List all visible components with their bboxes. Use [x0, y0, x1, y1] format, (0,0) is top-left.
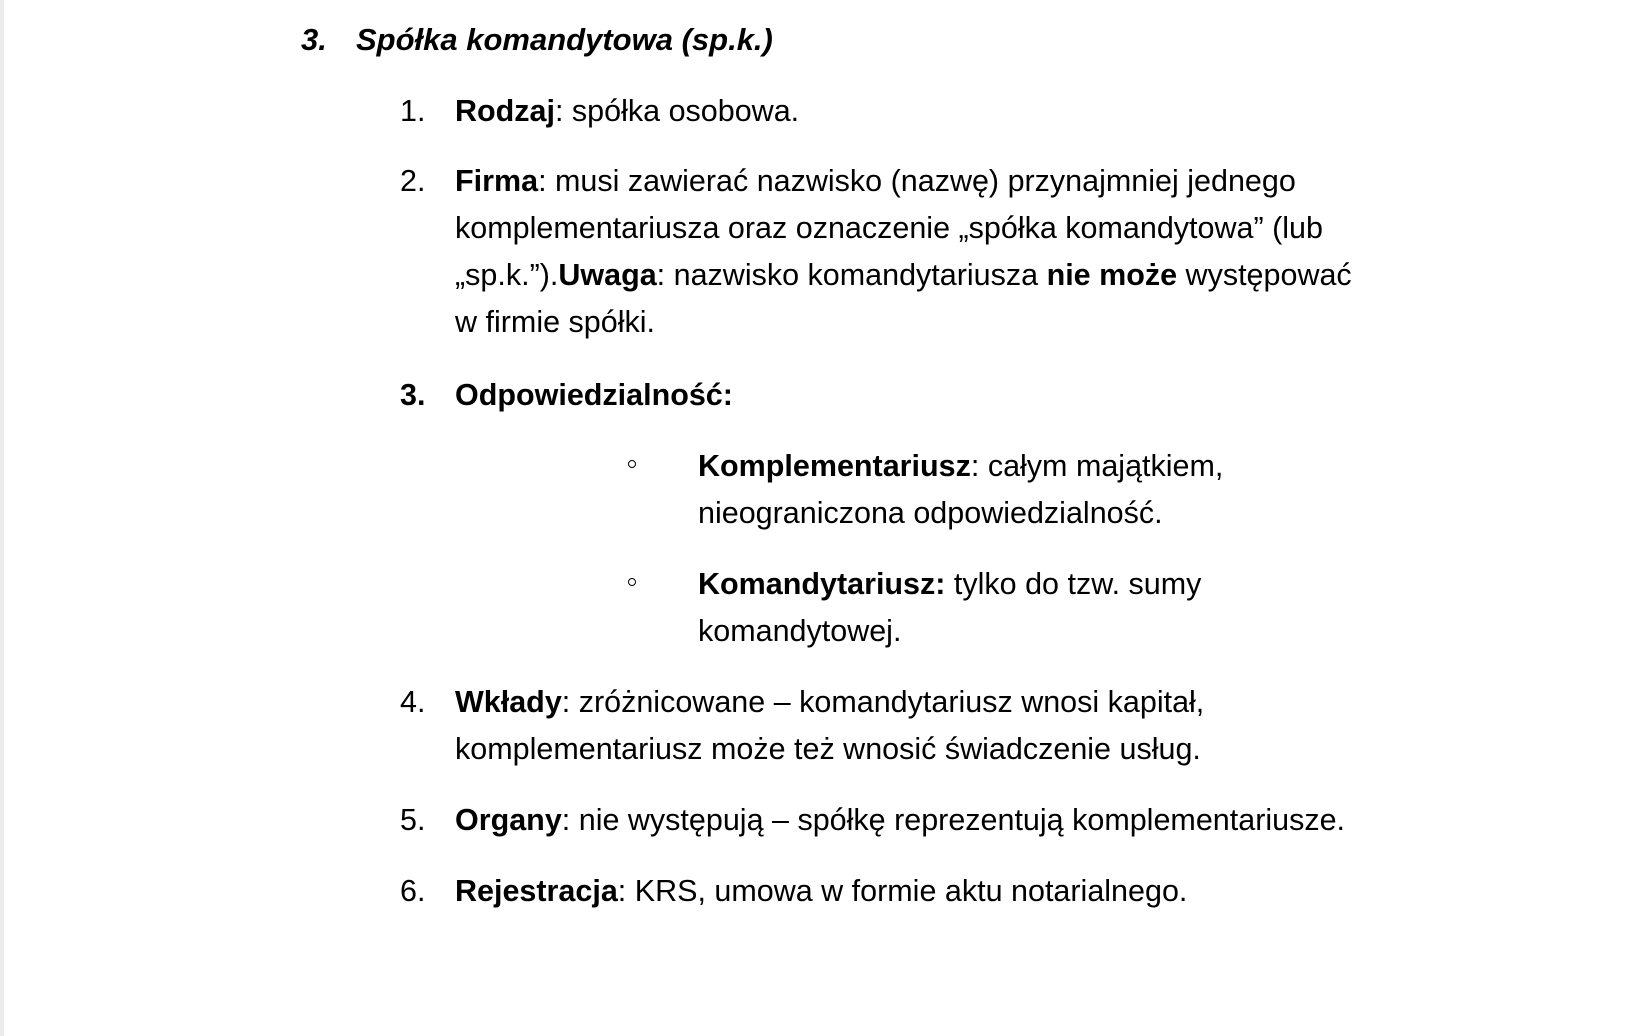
- sub-item-komplementariusz: [628, 443, 1223, 537]
- list-item-term: Rodzaj: [455, 94, 555, 128]
- list-item-number: 2.: [400, 164, 426, 198]
- note-term: Uwaga: [558, 258, 657, 292]
- list-item-organy: [400, 797, 1345, 844]
- sub-item-text: Komandytariusz: tylko do tzw. sumy komandytowej.: [698, 567, 1202, 648]
- list-item-text: [455, 372, 733, 419]
- list-item-term: Firma: [455, 164, 539, 198]
- list-item-number: 3.: [400, 378, 426, 412]
- list-item-rodzaj: [400, 88, 799, 135]
- list-item-number: 4.: [400, 685, 426, 719]
- hollow-bullet-icon: [628, 460, 636, 468]
- list-item-text: Wkłady: zróżnicowane – komandytariusz wnosi kapitał, komplementariusz może też wnosić świadczenie usług.: [455, 685, 1205, 766]
- list-item-rejestracja: [400, 868, 1187, 915]
- list-item-wklady: [400, 679, 1204, 773]
- list-item-text: Rejestracja: KRS, umowa w formie aktu notarialnego.: [455, 874, 1188, 908]
- document-page: [4, 0, 1640, 1036]
- list-item-term: Odpowiedzialność:: [455, 378, 733, 412]
- sub-item-term: Komandytariusz:: [698, 567, 946, 601]
- list-item-text: Organy: nie występują – spółkę reprezentują komplementariusze.: [455, 803, 1346, 837]
- hollow-bullet-icon: [628, 578, 636, 586]
- list-item-firma: [400, 158, 1352, 346]
- list-item-odpowiedzialnosc: [400, 372, 733, 419]
- list-item-term: Organy: [455, 803, 562, 837]
- section-number: 3.: [301, 22, 327, 57]
- list-item-number: 5.: [400, 803, 426, 837]
- section-title: Spółka komandytowa (sp.k.): [356, 22, 773, 57]
- list-item-term: Rejestracja: [455, 874, 618, 908]
- sub-item-komandytariusz: [628, 561, 1201, 655]
- emphasis-text: nie może: [1046, 258, 1178, 292]
- list-item-text: Firma: musi zawierać nazwisko (nazwę) przynajmniej jednego komplementariusza oraz oznaczenie „spółka komandytowa” (lub „sp.k.”).Uwaga: nazwisko komandytariusza nie może występować w firmie spółki.: [455, 164, 1352, 339]
- list-item-number: 1.: [400, 94, 426, 128]
- list-item-term: Wkłady: [455, 685, 562, 719]
- list-item-text: Rodzaj: spółka osobowa.: [455, 94, 800, 128]
- section-heading: [301, 18, 773, 62]
- sub-item-term: Komplementariusz: [698, 449, 971, 483]
- list-item-number: 6.: [400, 874, 426, 908]
- sub-item-text: Komplementariusz: całym majątkiem, nieograniczona odpowiedzialność.: [698, 449, 1224, 530]
